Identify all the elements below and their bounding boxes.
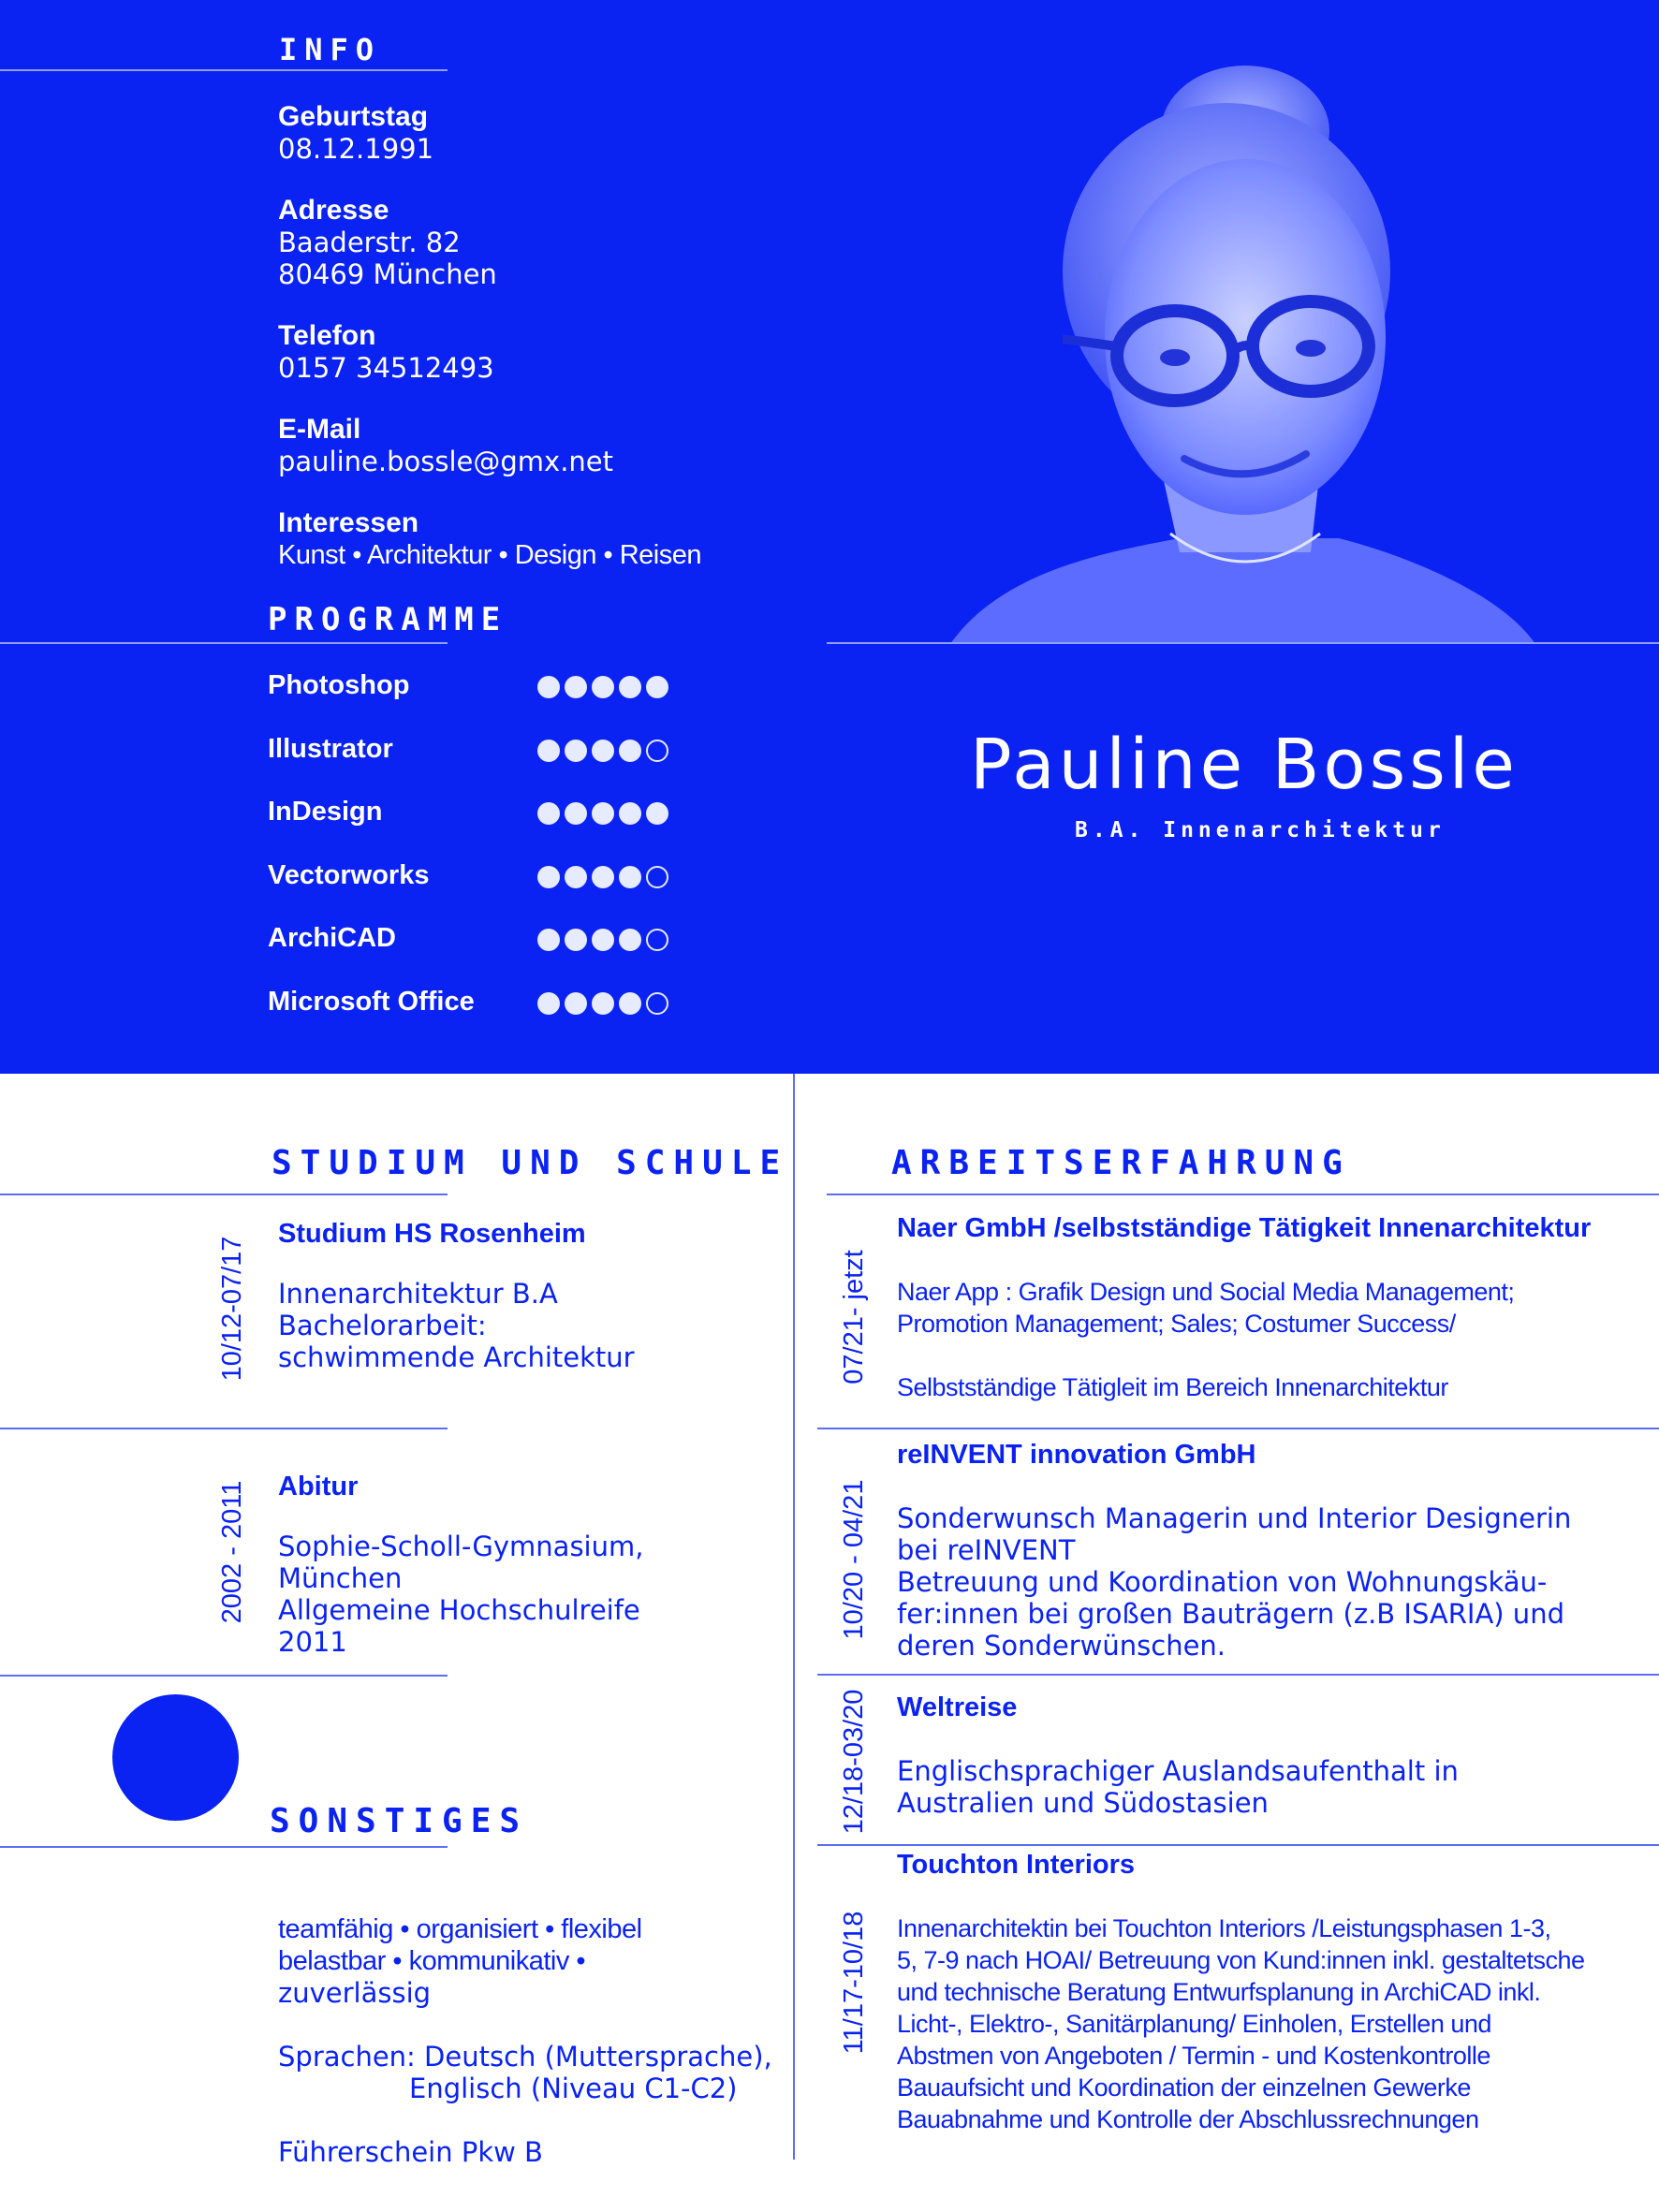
other-block [278,1913,772,2168]
experience-title: reINVENT innovation GmbH [897,1440,1256,1470]
interests-label: Interessen [278,507,419,538]
program-rating [537,676,668,698]
divider [0,1675,448,1677]
education-line: 2011 [278,1626,347,1658]
birthday-value: 08.12.1991 [278,133,434,165]
program-name: Photoshop [268,670,410,700]
experience-line: Englischsprachiger Auslandsaufenthalt in [897,1755,1459,1787]
experience-line: bei reINVENT [897,1534,1076,1566]
divider [827,642,1659,644]
program-rating [537,929,668,951]
address-label: Adresse [278,195,389,226]
divider [0,1846,448,1848]
programs-heading: PROGRAMME [268,601,508,638]
experience-line: Abstmen von Angeboten / Termin - und Kostenkontrolle [897,2042,1490,2070]
experience-line: Bauabnahme und Kontrolle der Abschlussrechnungen [897,2105,1479,2133]
divider [0,642,448,644]
profile-photo [946,66,1545,644]
experience-title: Weltreise [897,1692,1018,1722]
program-row [268,987,689,1024]
email-label: E-Mail [278,414,361,445]
rating-dot-empty [646,866,668,888]
languages-line: Sprachen: Deutsch (Muttersprache), [278,2041,772,2073]
rating-dot-filled [619,802,641,825]
education-title: Studium HS Rosenheim [278,1219,586,1249]
rating-dot-filled [619,992,641,1015]
rating-dot-filled [565,676,587,698]
program-name: Microsoft Office [268,986,475,1017]
experience-line: Licht-, Elektro-, Sanitärplanung/ Einholen, Erstellen und [897,2010,1491,2038]
experience-line: Naer App : Grafik Design und Social Media Management; [897,1278,1515,1306]
rating-dot-filled [537,740,560,762]
education-entry [278,1472,643,1658]
column-divider [793,1074,795,2160]
rating-dot-filled [619,740,641,762]
experience-date: 10/20 - 04/21 [839,1479,869,1640]
skills-line: zuverlässig [278,1977,432,2009]
info-block [278,101,701,571]
education-date: 2002 - 2011 [217,1480,247,1624]
divider [0,1194,448,1195]
divider [0,1428,448,1429]
divider [817,1844,1659,1846]
rating-dot-filled [592,676,614,698]
experience-title: Touchton Interiors [897,1850,1136,1880]
experience-date: 07/21- jetzt [839,1250,869,1384]
program-name: InDesign [268,797,383,827]
rating-dot-filled [565,802,587,825]
skills-line: teamfähig • organisiert • flexibel [278,1914,642,1944]
experience-date: 12/18-03/20 [839,1689,869,1835]
rating-dot-filled [537,929,560,951]
skills-line: belastbar • kommunikativ • [278,1946,586,1976]
rating-dot-filled [565,740,587,762]
languages-line: Englisch (Niveau C1-C2) [409,2073,738,2104]
phone-label: Telefon [278,320,376,351]
program-name: Vectorworks [268,859,430,890]
email-value: pauline.bossle@gmx.net [278,446,614,477]
education-title: Abitur [278,1472,359,1502]
rating-dot-filled [592,866,614,888]
program-row [268,860,689,898]
experience-title: Naer GmbH /selbstständige Tätigkeit Innenarchitektur [897,1213,1592,1243]
education-entry [278,1219,635,1373]
info-heading: INFO [279,32,382,67]
rating-dot-filled [592,929,614,951]
address-line2: 80469 München [278,258,497,290]
experience-entry [897,1692,1459,1819]
rating-dot-empty [646,740,668,762]
rating-dot-filled [537,676,560,698]
license-text: Führerschein Pkw B [278,2136,543,2168]
education-line: Bachelorarbeit: [278,1310,487,1341]
experience-line: und technische Beratung Entwurfsplanung in ArchiCAD inkl. [897,1978,1541,2006]
divider [817,1428,1659,1429]
decorative-circle [112,1694,239,1821]
program-row [268,670,689,708]
phone-value: 0157 34512493 [278,352,494,384]
rating-dot-filled [592,992,614,1015]
rating-dot-filled [565,992,587,1015]
experience-line: Betreuung und Koordination von Wohnungskäu- [897,1566,1548,1598]
address-line1: Baaderstr. 82 [278,227,461,258]
experience-entry [897,1440,1571,1662]
rating-dot-filled [537,992,560,1015]
education-line: Allgemeine Hochschulreife [278,1594,640,1626]
program-row [268,734,689,771]
experience-entry [897,1213,1591,1403]
education-line: München [278,1562,403,1594]
rating-dot-filled [646,676,668,698]
birthday-label: Geburtstag [278,101,429,132]
experience-heading: ARBEITSERFAHRUNG [891,1144,1351,1182]
experience-line: Australien und Südostasien [897,1787,1269,1819]
rating-dot-empty [646,992,668,1015]
experience-line: Selbstständige Tätigleit im Bereich Innenarchitektur [897,1373,1448,1401]
rating-dot-filled [565,929,587,951]
education-date: 10/12-07/17 [217,1236,247,1382]
rating-dot-filled [619,676,641,698]
experience-line: deren Sonderwünschen. [897,1630,1226,1662]
rating-dot-filled [537,802,560,825]
divider [0,69,448,71]
rating-dot-filled [619,929,641,951]
experience-line: Bauaufsicht und Koordination der einzelnen Gewerke [897,2073,1471,2102]
education-line: Sophie-Scholl-Gymnasium, [278,1531,644,1562]
divider [827,1194,1659,1195]
program-rating [537,992,668,1015]
education-line: schwimmende Architektur [278,1341,635,1373]
rating-dot-filled [592,740,614,762]
program-name: ArchiCAD [268,923,396,953]
program-row [268,797,689,834]
program-rating [537,802,668,825]
divider [817,1674,1659,1676]
experience-date: 11/17-10/18 [839,1911,869,2055]
experience-line: fer:innen bei großen Bauträgern (z.B ISARIA) und [897,1598,1564,1630]
experience-line: 5, 7-9 nach HOAI/ Betreuung von Kund:innen inkl. gestaltetsche [897,1946,1585,1974]
experience-line: Innenarchitektin bei Touchton Interiors /Leistungsphasen 1-3, [897,1914,1551,1942]
rating-dot-filled [565,866,587,888]
education-line: Innenarchitektur B.A [278,1278,558,1310]
rating-dot-filled [646,802,668,825]
rating-dot-empty [646,929,668,951]
program-rating [537,866,668,888]
program-row [268,923,689,960]
experience-line: Promotion Management; Sales; Costumer Success/ [897,1310,1456,1338]
rating-dot-filled [537,866,560,888]
interests-value: Kunst • Architektur • Design • Reisen [278,540,701,570]
rating-dot-filled [592,802,614,825]
profile-title: B.A. Innenarchitektur [1075,818,1446,842]
program-rating [537,740,668,762]
program-name: Illustrator [268,733,393,764]
profile-name: Pauline Bossle [970,725,1519,805]
experience-entry [897,1850,1584,2135]
rating-dot-filled [619,866,641,888]
education-heading: STUDIUM UND SCHULE [272,1144,789,1182]
other-heading: SONSTIGES [270,1802,529,1840]
experience-line: Sonderwunsch Managerin und Interior Designerin [897,1502,1572,1534]
